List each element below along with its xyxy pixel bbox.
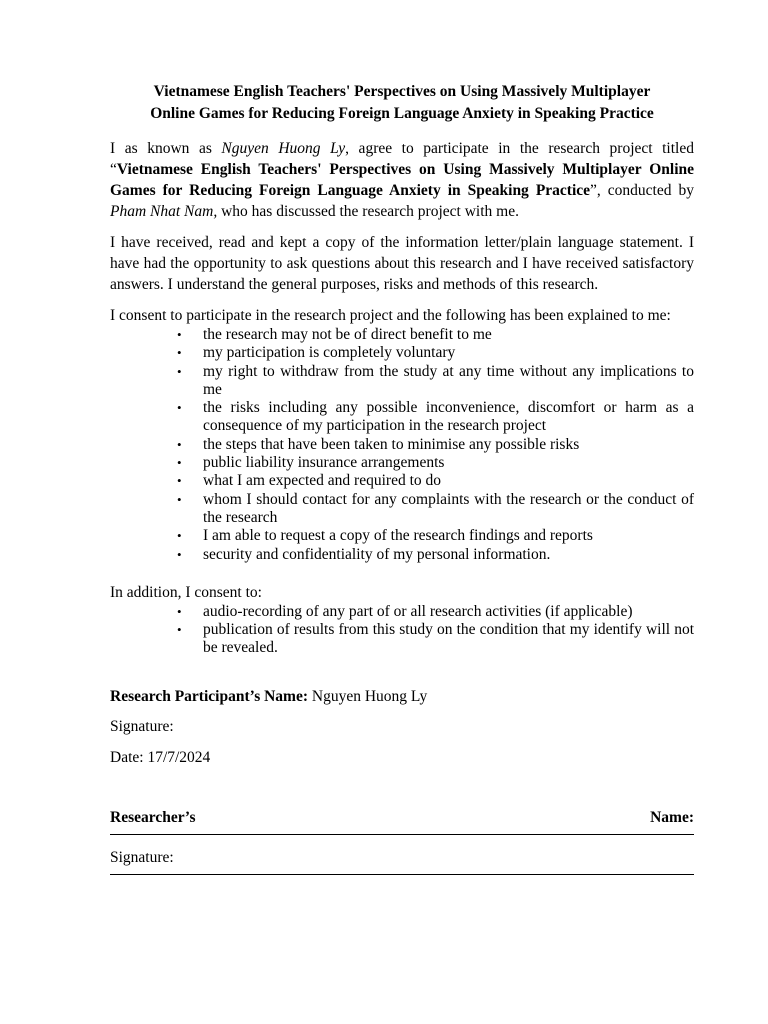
intro-text-1: I as known as xyxy=(110,140,222,157)
bullet-icon: • xyxy=(177,345,182,361)
list-item xyxy=(177,399,694,436)
researcher-label-left: Researcher’s xyxy=(110,808,196,826)
participant-name-field xyxy=(110,686,694,707)
participant-date-field: Date: 17/7/2024 xyxy=(110,748,211,766)
list-item-text: security and confidentiality of my personal information. xyxy=(203,545,551,563)
participant-name-label: Research Participant’s Name: xyxy=(110,687,309,705)
intro-text-3: ”, conducted by xyxy=(590,182,694,199)
list-item-text: whom I should contact for any complaints with the research or the conduct of the research xyxy=(203,490,694,526)
list-item-text: audio-recording of any part of or all research activities (if applicable) xyxy=(203,602,633,620)
list-item-text: my participation is completely voluntary xyxy=(203,344,456,362)
participant-name-inline: Nguyen Huong Ly xyxy=(221,140,346,157)
researcher-name-field xyxy=(110,807,694,828)
researcher-signature-line xyxy=(110,874,694,875)
bullet-icon: • xyxy=(177,473,182,489)
list-item xyxy=(177,527,694,545)
list-item xyxy=(177,621,694,658)
list-item xyxy=(177,435,694,454)
list-item xyxy=(177,362,694,400)
participant-signature-field: Signature: xyxy=(110,717,174,735)
addition-intro: In addition, I consent to: xyxy=(110,583,262,601)
bullet-icon: • xyxy=(177,436,182,452)
title-line-1: Vietnamese English Teachers' Perspectives on Using Massively Multiplayer xyxy=(153,83,651,100)
list-item xyxy=(177,344,694,362)
list-item xyxy=(177,454,694,472)
bullet-icon: • xyxy=(177,603,182,619)
bullet-icon: • xyxy=(177,491,182,507)
received-paragraph: I have received, read and kept a copy of the information letter/plain language statement. I have had the opportunity to ask questions about this research and I have received satisfactory answers. I understand the general purposes, risks and methods of this research. xyxy=(110,234,694,293)
bullet-icon: • xyxy=(177,400,182,416)
bullet-icon: • xyxy=(177,455,182,471)
list-item xyxy=(177,602,694,621)
intro-text-2: , agree to participate in the research project titled “ xyxy=(110,140,694,178)
consent-list xyxy=(110,326,694,564)
title-line-2: Online Games for Reducing Foreign Language Anxiety in Speaking Practice xyxy=(150,105,654,122)
document-title xyxy=(110,81,694,125)
list-item-text: the research may not be of direct benefit to me xyxy=(203,326,492,343)
list-item-text: my right to withdraw from the study at any time without any implications to me xyxy=(203,362,694,398)
list-item xyxy=(177,326,694,344)
intro-text-4: who has discussed the research project with me. xyxy=(217,203,519,220)
project-title-inline: Vietnamese English Teachers' Perspectives on Using Massively Multiplayer Online Games for Reducing Foreign Language Anxiety in Speaking Practice xyxy=(110,161,694,199)
list-item xyxy=(177,545,694,564)
list-item-text: I am able to request a copy of the research findings and reports xyxy=(203,527,593,545)
participant-name-value: Nguyen Huong Ly xyxy=(308,687,428,705)
list-item-text: what I am expected and required to do xyxy=(203,472,442,490)
list-item xyxy=(177,490,694,528)
bullet-icon: • xyxy=(177,528,182,544)
list-item-text: the risks including any possible inconvenience, discomfort or harm as a consequence of my participation in the research project xyxy=(203,399,694,435)
list-item-text: the steps that have been taken to minimise any possible risks xyxy=(203,435,580,453)
list-item-text: publication of results from this study on the condition that my identify will not be revealed. xyxy=(203,621,694,657)
list-item-text: public liability insurance arrangements xyxy=(203,454,445,472)
bullet-icon: • xyxy=(177,327,182,342)
list-item xyxy=(177,472,694,490)
researcher-signature-field: Signature: xyxy=(110,848,174,866)
addition-list xyxy=(110,603,694,658)
researcher-name-inline: Pham Nhat Nam, xyxy=(110,203,218,220)
intro-paragraph xyxy=(110,138,694,222)
bullet-icon: • xyxy=(177,546,182,562)
bullet-icon: • xyxy=(177,622,182,638)
bullet-icon: • xyxy=(177,363,182,379)
document-body xyxy=(110,81,694,875)
researcher-label-right: Name: xyxy=(650,808,694,826)
consent-intro: I consent to participate in the research project and the following has been explained to me: xyxy=(110,307,671,324)
researcher-name-line xyxy=(110,834,694,835)
